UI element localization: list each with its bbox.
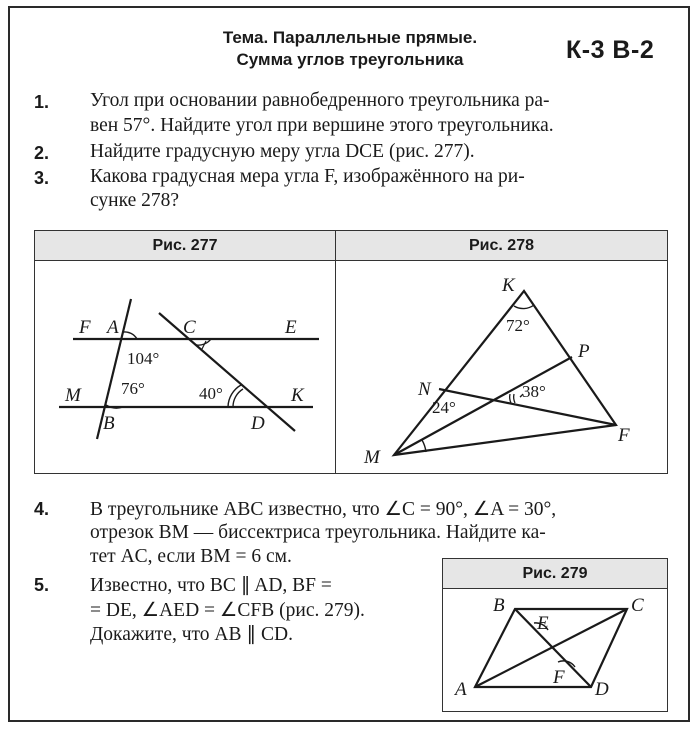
figures-box [34,230,668,474]
label-K: K [502,275,515,296]
fig-279-drawing [443,589,667,711]
label-P: P [578,341,590,362]
fig-277-drawing [35,261,335,473]
label-F: F [79,317,91,338]
problem-1-line-2: вен 57°. Найдите угол при вершине этого треугольника. [90,115,554,136]
angle-38: 38° [522,382,546,401]
angle-arc-72 [514,305,534,309]
triangle-kfm [394,291,616,455]
problem-number: 3. [34,168,50,188]
label-F: F [553,667,565,688]
fig-278-caption: Рис. 278 [336,231,667,261]
problem-number: 1. [34,92,50,112]
label-N: N [418,379,431,400]
label-B: B [103,413,115,434]
fig-277-caption: Рис. 277 [35,231,335,261]
fig-279-box [442,558,668,712]
label-K: K [291,385,304,406]
variant-code: К-3 В-2 [566,36,655,64]
label-A: A [107,317,119,338]
segment-ac [475,609,627,687]
label-E: E [537,613,549,634]
label-C: C [183,317,196,338]
problem-4-line-2: отрезок BM — биссектриса треугольника. Найдите ка- [90,522,546,543]
label-D: D [595,679,609,700]
label-D: D [251,413,265,434]
topic-title: Тема. Параллельные прямые. [222,28,478,47]
angle-104: 104° [127,349,160,368]
problem-2-line-1: Найдите градусную меру угла DCE (рис. 277). [90,141,475,162]
label-M: M [65,385,81,406]
label-F: F [618,425,630,446]
angle-76: 76° [121,379,145,398]
angle-72: 72° [506,316,530,335]
fig-278-drawing [336,261,667,473]
topic-subtitle: Сумма углов треугольника [236,50,464,69]
problem-number: 4. [34,499,50,519]
label-A: A [455,679,467,700]
problem-5-line-2: = DE, ∠AED = ∠CFB (рис. 279). [90,600,365,621]
problem-1-line-1: Угол при основании равнобедренного треугольника ра- [90,90,550,111]
problem-3-line-1: Какова градусная мера угла F, изображённого на ри- [90,166,525,187]
label-B: B [493,595,505,616]
transversal-cd [159,313,295,431]
label-E: E [285,317,297,338]
label-C: C [631,595,644,616]
problem-4-line-3: тет AC, если BM = 6 см. [90,546,292,567]
angle-24: 24° [432,398,456,417]
problem-number: 2. [34,143,50,163]
label-M: M [364,447,380,468]
problem-3-line-2: сунке 278? [90,190,180,211]
problem-5-line-1: Известно, что BC ∥ AD, BF = [90,575,332,596]
fig-279-caption: Рис. 279 [443,559,667,589]
problem-5-line-3: Докажите, что AB ∥ CD. [90,624,293,645]
angle-40: 40° [199,384,223,403]
problem-4-line-1: В треугольнике ABC известно, что ∠C = 90°, ∠A = 30°, [90,499,557,520]
angle-arc-40 [228,385,241,407]
segment-mp [394,357,572,455]
problem-number: 5. [34,575,50,595]
